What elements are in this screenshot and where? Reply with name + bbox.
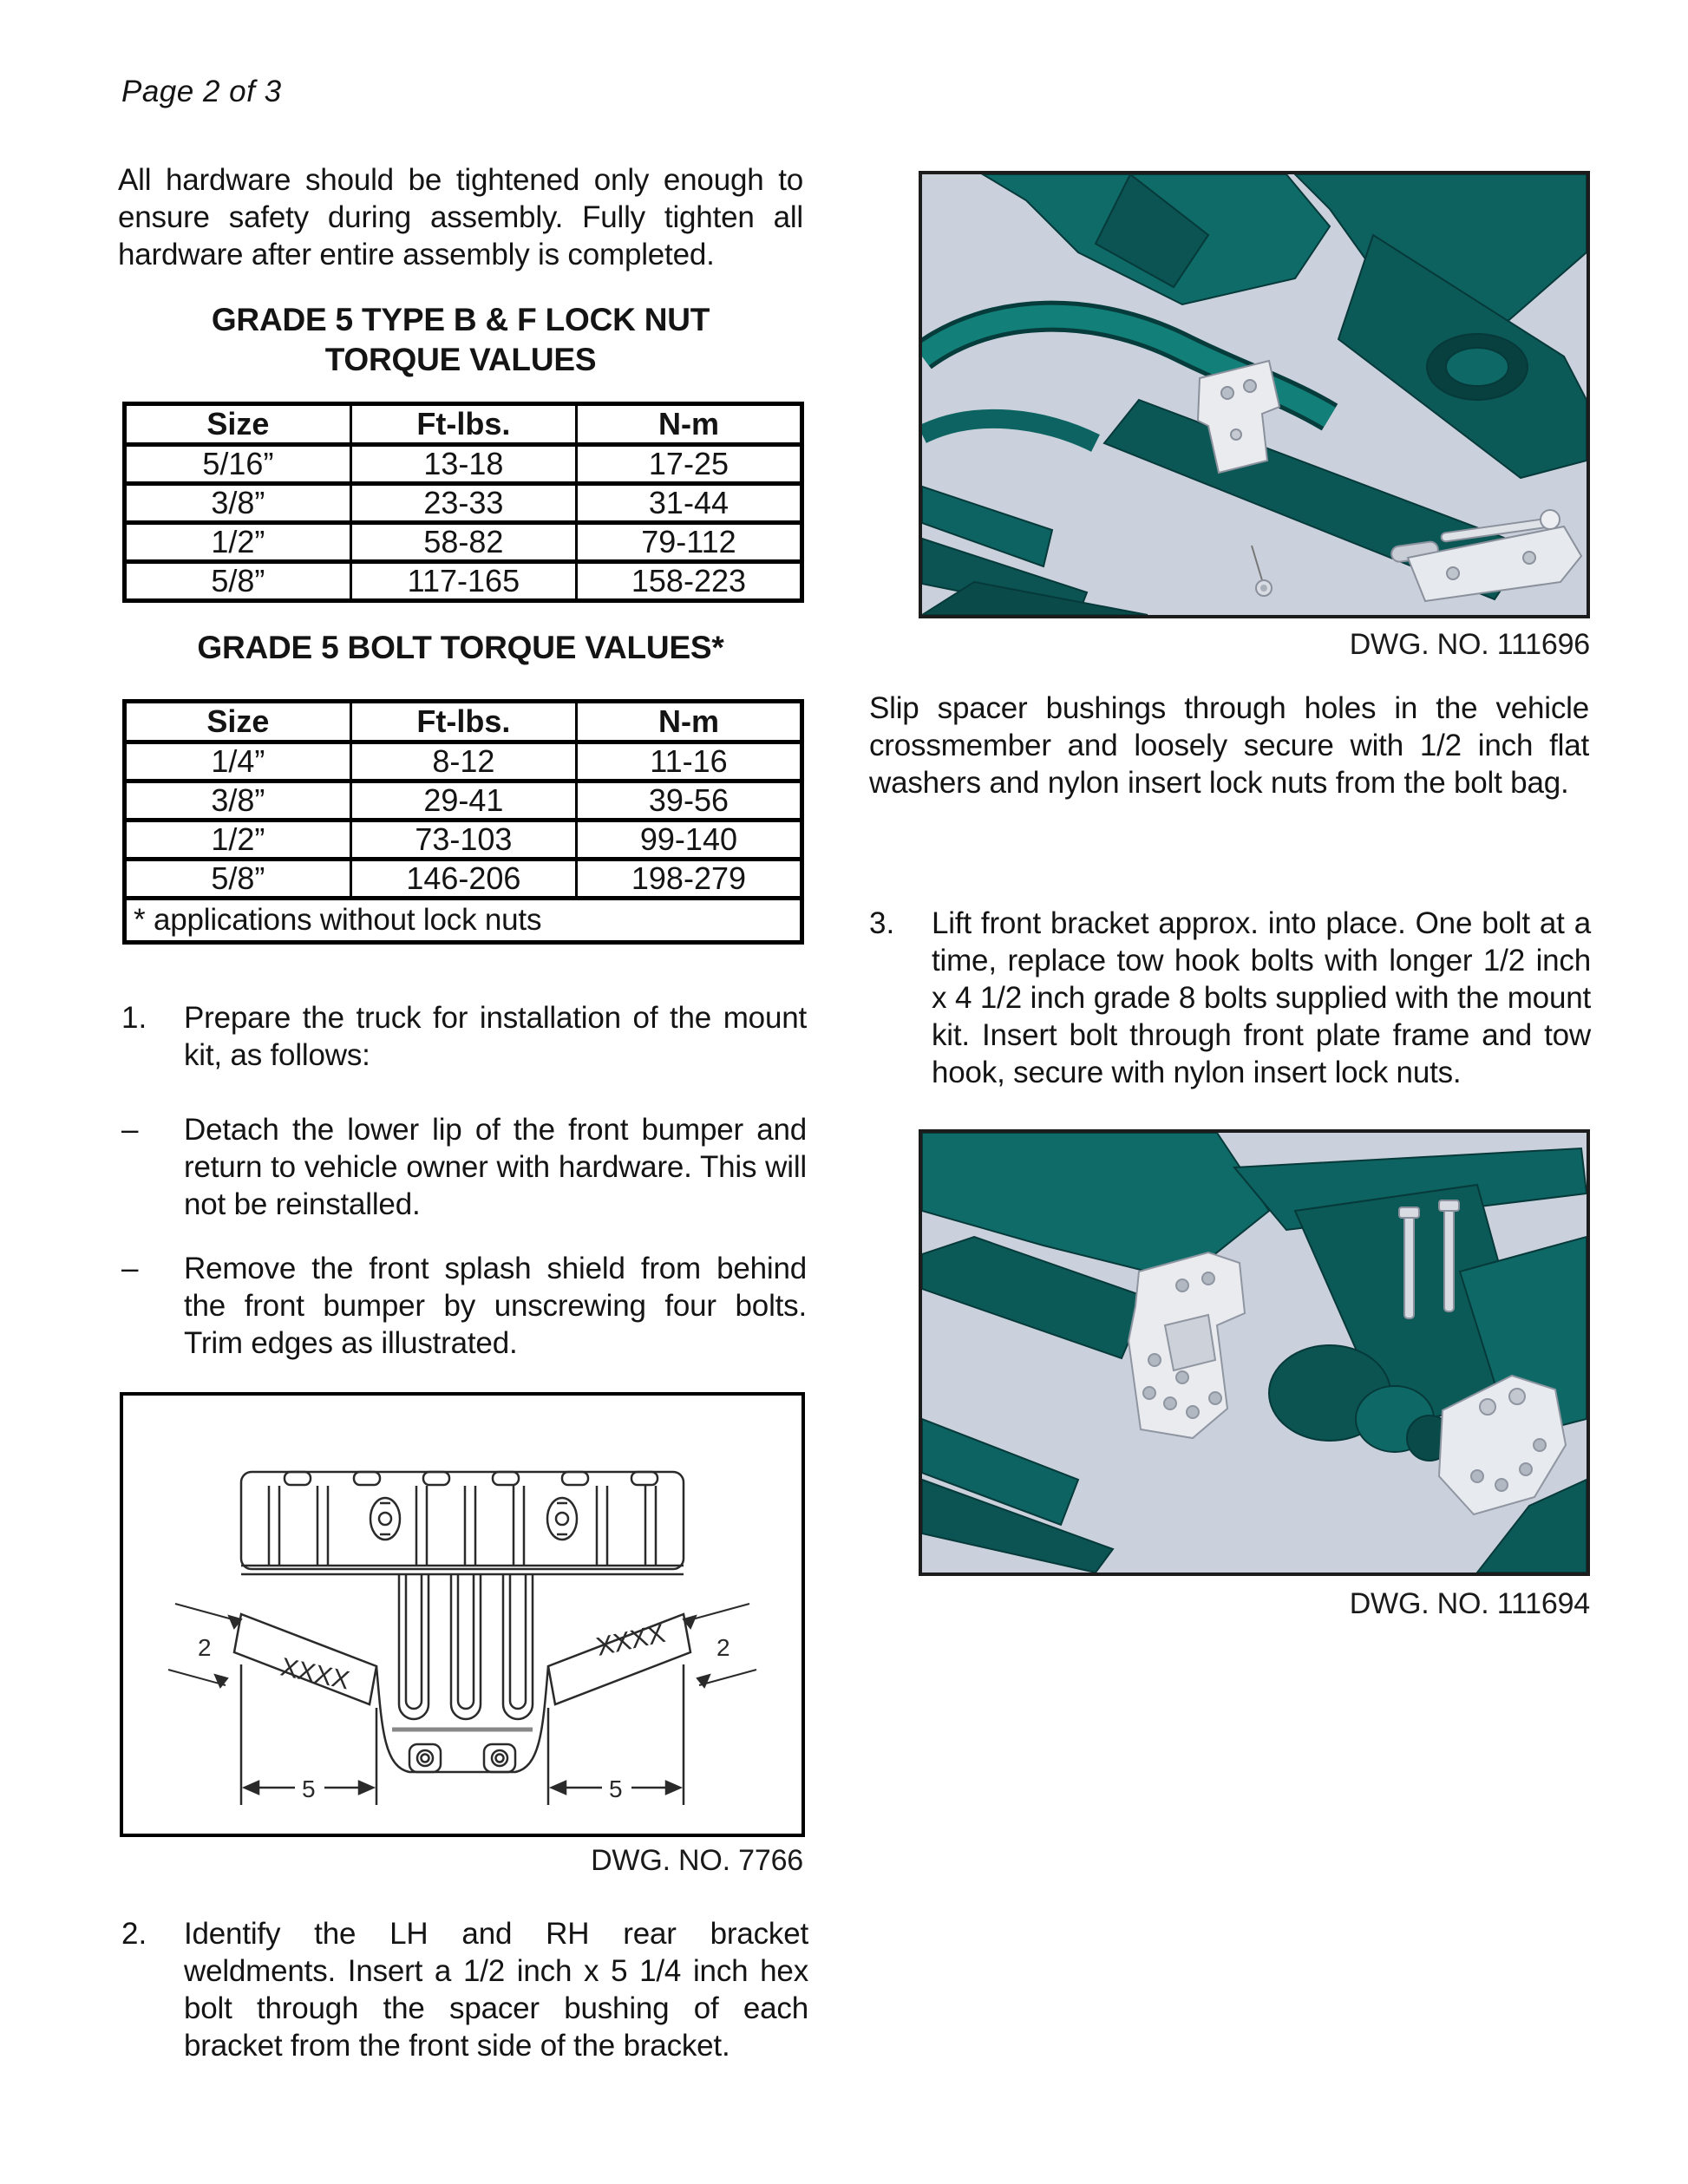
dash-marker: – bbox=[121, 1113, 139, 1147]
bolt-torque-table bbox=[122, 699, 804, 945]
table-row bbox=[125, 860, 802, 899]
bullet-remove-splash-shield bbox=[121, 1250, 807, 1362]
table-cell: 1/4” bbox=[125, 742, 351, 781]
bullet-detach-bumper bbox=[121, 1111, 807, 1223]
splash-shield-drawing bbox=[123, 1396, 801, 1834]
table2-title: GRADE 5 BOLT TORQUE VALUES* bbox=[197, 630, 724, 665]
table-cell: 23-33 bbox=[350, 484, 576, 523]
table-header-cell: Size bbox=[125, 702, 351, 742]
table-cell: 158-223 bbox=[576, 562, 801, 601]
step-number: 1. bbox=[121, 1001, 147, 1035]
table-cell: 1/2” bbox=[125, 523, 351, 562]
table-cell: 3/8” bbox=[125, 781, 351, 821]
step-text: Lift front bracket approx. into place. One bolt at a time, replace tow hook bolts with longer 1/2 inch x 4 1/2 inch grade 8 bolts supplied with the mount kit. Insert bolt through front plate frame and tow hook, secure with nylon insert lock nuts. bbox=[932, 906, 1591, 1089]
bullet-text: Remove the front splash shield from behind the front bumper by unscrewing four bolts. Trim edges as illustrated. bbox=[184, 1252, 807, 1360]
table-row bbox=[125, 484, 802, 523]
dim-2-left: 2 bbox=[198, 1634, 212, 1661]
table-cell: 198-279 bbox=[576, 860, 801, 899]
shield-ribs bbox=[269, 1486, 656, 1566]
hatch-label-right: XXXX bbox=[593, 1618, 668, 1662]
step-text: Prepare the truck for installation of the mount kit, as follows: bbox=[184, 1001, 807, 1072]
drawing-caption-7766: DWG. NO. 7766 bbox=[591, 1844, 803, 1877]
table-row bbox=[125, 742, 802, 781]
dim-2-right: 2 bbox=[716, 1634, 730, 1661]
table-header-cell: Ft-lbs. bbox=[350, 702, 576, 742]
table-row bbox=[125, 523, 802, 562]
step-1 bbox=[121, 999, 807, 1074]
table-cell: 146-206 bbox=[350, 860, 576, 899]
shield-top-tabs bbox=[285, 1472, 658, 1485]
table-cell: 11-16 bbox=[576, 742, 801, 781]
table-row bbox=[125, 445, 802, 484]
cad-render-crossmember bbox=[922, 174, 1587, 615]
table-header-cell: N-m bbox=[576, 404, 801, 445]
table-footnote: * applications without lock nuts bbox=[125, 899, 802, 943]
table-cell: 73-103 bbox=[350, 821, 576, 860]
page-number-header: Page 2 of 3 bbox=[121, 75, 282, 108]
dim-5-right: 5 bbox=[609, 1775, 623, 1802]
bolt-tabs bbox=[409, 1744, 515, 1772]
table-cell: 79-112 bbox=[576, 523, 801, 562]
table-cell: 3/8” bbox=[125, 484, 351, 523]
spacer-bushing-paragraph: Slip spacer bushings through holes in the vehicle crossmember and loosely secure with 1/2 inch flat washers and nylon insert lock nuts from the bolt bag. bbox=[869, 691, 1589, 800]
step-3 bbox=[869, 905, 1591, 1091]
cad-figure-111694 bbox=[919, 1129, 1590, 1576]
shield-top-outline bbox=[241, 1472, 684, 1569]
dim-5-left: 5 bbox=[302, 1775, 316, 1802]
table-cell: 31-44 bbox=[576, 484, 801, 523]
table-row bbox=[125, 821, 802, 860]
hatch-label-left: XXXX bbox=[278, 1652, 352, 1696]
intro-paragraph: All hardware should be tightened only enough to ensure safety during assembly. Fully tighten all hardware after entire assembly is completed. bbox=[118, 163, 803, 271]
table-cell: 17-25 bbox=[576, 445, 801, 484]
table-cell: 58-82 bbox=[350, 523, 576, 562]
table-footnote-row bbox=[125, 899, 802, 943]
table-header-cell: Ft-lbs. bbox=[350, 404, 576, 445]
table-cell: 29-41 bbox=[350, 781, 576, 821]
step-2 bbox=[121, 1915, 808, 2064]
center-ribs bbox=[399, 1574, 533, 1719]
table-cell: 5/16” bbox=[125, 445, 351, 484]
table1-title bbox=[118, 300, 803, 380]
figure-caption-111694: DWG. NO. 111694 bbox=[1349, 1587, 1590, 1620]
table-header-cell: N-m bbox=[576, 702, 801, 742]
table-cell: 99-140 bbox=[576, 821, 801, 860]
lock-nut-torque-table bbox=[122, 402, 804, 603]
splash-shield-drawing-figure bbox=[120, 1392, 805, 1837]
grommet-holes bbox=[370, 1498, 577, 1540]
cad-render-front-brackets bbox=[922, 1133, 1587, 1573]
table-cell: 5/8” bbox=[125, 562, 351, 601]
dash-marker: – bbox=[121, 1252, 139, 1285]
table-row bbox=[125, 781, 802, 821]
table1-title-line1: GRADE 5 TYPE B & F LOCK NUT bbox=[211, 302, 710, 337]
table-row bbox=[125, 562, 802, 601]
table-cell: 39-56 bbox=[576, 781, 801, 821]
table-cell: 1/2” bbox=[125, 821, 351, 860]
table-cell: 117-165 bbox=[350, 562, 576, 601]
table-cell: 13-18 bbox=[350, 445, 576, 484]
step-text: Identify the LH and RH rear bracket weldments. Insert a 1/2 inch x 5 1/4 inch hex bolt through the spacer bushing of each bracket from the front side of the bracket. bbox=[184, 1917, 808, 2063]
figure-caption-111696: DWG. NO. 111696 bbox=[1349, 628, 1590, 661]
bullet-text: Detach the lower lip of the front bumper and return to vehicle owner with hardware. This will not be reinstalled. bbox=[184, 1113, 807, 1221]
cad-figure-111696 bbox=[919, 171, 1590, 618]
step-number: 3. bbox=[869, 906, 895, 940]
table-cell: 8-12 bbox=[350, 742, 576, 781]
step-number: 2. bbox=[121, 1917, 147, 1951]
table1-title-line2: TORQUE VALUES bbox=[324, 342, 597, 377]
table-header-cell: Size bbox=[125, 404, 351, 445]
table-cell: 5/8” bbox=[125, 860, 351, 899]
